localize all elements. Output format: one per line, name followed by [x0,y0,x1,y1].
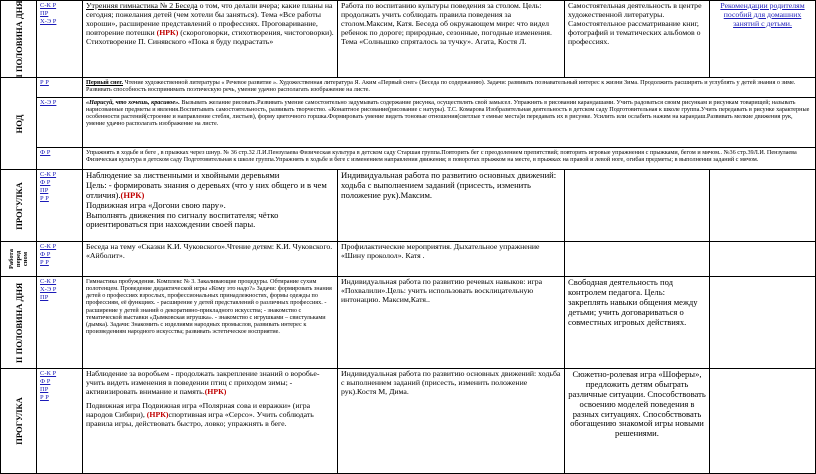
morning-main-activity [83,0,338,78]
code-item: Х-Э Р [40,99,57,106]
walk-2-observation: Наблюдение за воробьем - продолжать закрепление знаний о воробье- учить видеть изменения в поведении птиц с приходом зимы; - активизировать внимание и память. [86,369,320,396]
before-sleep-main-activity [83,242,338,277]
code-item: С-К Р [40,2,57,9]
before-sleep-individual-text: Профилактические мероприятия. Дыхательное упражнение «Шину проколол». Катя . [341,242,540,260]
section-label-morning [0,0,37,78]
codes-nod-1 [37,78,83,98]
walk-1-game: Подвижная игра «Догони свою пару». [86,199,226,210]
code-item: Ф Р [40,149,51,156]
codes-before-sleep [37,242,83,277]
parents-recommendations [710,0,816,78]
code-item: С-К Р [40,370,57,377]
section-label-afternoon-text: II ПОЛОВИНА ДНЯ [13,282,24,363]
code-item: Ф Р [40,251,51,259]
nod-drawing-title: «Нарисуй, что хочешь, красивое». [86,99,180,106]
code-item: С-К Р [40,171,57,178]
afternoon-independent-text: Свободная деятельность под контролем педагога. Цель: закреплять навыки общения между детьми; учить договариваться о совместных игровых действиях. [568,277,698,327]
walk-1-parents-empty [710,170,816,242]
walk-1-observation: Наблюдение за лиственными и хвойными деревьями [86,170,280,180]
nod-drawing-text: Вызывать желание рисовать.Развивать умение самостоятельно задумывать содержание рисунка, осуществлять свой замысел. Упражнять в рисовании карандашами. Учить радоваться своим рисункам и рисункам товарищей; называть нарисованные предметы и явления.Воспитывать самостоятельность, развивать творчество. «Конаптное рисование(рисование с натуры). Т.С. Комарова Изобразительная деятельность в детском саду Подготовительная к школе группа.Учить передавать в рисунке характерные особенности растений(строение и направление стебля, листьев), форму цветочного горшка.Формировать умение видеть тоновые отношения(светлые т емные места)и передавать их в рисунке. Усилить или ослабить нажим на карандаш.Развивать мелкие движения рук, умение удачно располагать изображение на листе. [86,99,810,128]
codes-walk-2 [37,369,83,474]
walk-1-main-activity [83,170,338,242]
nod-speech-text: Чтение художественной литературы « Речевое развитие ». Художественная литература Я. Аким «Первый снег» (Беседа по содержанию). Задачи: развивать познавательный интерес к жизни Зима. Продолжить расширять и углублять у детей знания о зиме. Развивать способность воспринимать поэтическую речь, умение удачно располагать изображение на листе. [86,79,796,94]
afternoon-individual-text: Индивидуальная работа по развитию речевых навыков: игра «Похвалили».Цель: учить использовать восклицательную интонацию. Максим,Катя.. [341,277,543,304]
morning-main-text: о том, что делали вчера; какие планы на сегодня; пожелания детей (чем хотели бы заняться). Тема «Все работы хороши», расширение представлений о профессиях. Проговаривание, повторение потешки [86,1,333,37]
nod-drawing-activity [83,98,816,148]
afternoon-parents-empty [710,277,816,369]
afternoon-individual-work [338,277,565,369]
walk-1-individual-work [338,170,565,242]
afternoon-main-text: Гимнастика пробуждения. Комплекс № 3. Закаливающие процедуры. Обтирание сухим полотенцем. Проведение дидактической игры «Кому это надо?» Задачи: формировать знания детей о профессиях взрослых, профессиональных принадлежностях, формы одежды по профессиям, её функциях. - расширение у детей представлений о различных профессиях. - расширение у детей знаний о декоративно-прикладного искусства; - знакомство с тематической выставки «Дымковская игрушка». - знакомство с игрушками – свистульками (дымка). Задачи: Знакомить с изделиями народных промыслов, развивать интерес к произведениям народного искусства; развивать эстетическое восприятие. [86,278,332,335]
walk-2-individual-work [338,369,565,474]
walk-2-independent-text: Сюжетно-ролевая игра «Шоферы», предложить детям обыграть различные ситуации. Способствовать освоению моделей поведения в разных ситуациях. Способствовать обогащению знакомой игры новыми решениями. [568,369,706,439]
before-sleep-main-text: Беседа на тему «Сказки К.И. Чуковского».Чтение детям: К.И. Чуковского. «Айболит». [86,242,333,260]
walk-1-independent-empty [565,170,710,242]
section-label-morning-text: I ПОЛОВИНА ДНЯ [13,0,24,78]
code-item: Р Р [40,394,49,402]
section-label-walk-2-text: ПРОГУЛКА [13,397,24,445]
walk-1-individual-text: Индивидуальная работа по развитию основных движений: ходьба с выполнением заданий (присесть, изменить положение рук).Максим. [341,170,557,200]
walk-2-sport-game: спортивная игра «Серсо». Учить соблюдать правила игры, действовать быстро, ловко; упражнять в беге. [86,409,314,428]
code-item: Х-Э Р [40,286,57,294]
code-item: ПР [40,294,49,302]
code-item: Ф Р [40,179,51,187]
walk-2-individual-text: Индивидуальная работа по развитию основных движений: ходьба с выполнением заданий (присесть, изменить положение рук).Костя М, Дима. [341,369,561,396]
walk-2-nrk-tag-2: (НРК) [146,409,169,419]
codes-nod-3 [37,148,83,170]
morning-main-text-end: (скороговорки, стихотворения, чистоговорки). Стихотворение П. Синявского «Пока я буду подрастать» [86,27,334,46]
code-item: Р Р [40,259,49,267]
parents-recommendations-text: Рекомендации родителям пособий для домашних занятий с детьми. [720,1,805,28]
nod-physical-activity [83,148,816,170]
walk-1-nrk-tag: (НРК) [120,189,145,200]
codes-afternoon [37,277,83,369]
before-sleep-independent-empty [565,242,710,277]
afternoon-independent-activity [565,277,710,369]
morning-independent-text: Самостоятельная деятельность в центре художественной литературы. Самостоятельное рассматривание книг, фотографий и тематических альбомов о профессиях. [568,1,702,46]
code-item: ПР [40,10,49,18]
walk-1-game-goal: Выполнять движения по сигналу воспитателя; чётко ориентироваться при нахождении своей пары. [86,209,279,230]
afternoon-main-activity [83,277,338,369]
walk-2-game: Подвижная игра Подвижная игра «Полярная сова и евражки» (игра народов Сибири), [86,400,311,419]
walk-2-parents-empty [710,369,816,474]
section-label-walk-1-text: ПРОГУЛКА [13,181,24,230]
code-item: Р Р [40,79,49,86]
walk-1-goal: Цель: - формировать знания о деревьях (что у них общего и в чем отличия). [86,179,327,200]
morning-individual-text: Работа по воспитанию культуры поведения за столом. Цель: продолжать учить соблюдать правила поведения за столом.Максим, Катя. Беседа об окружающем мире: что видел ребенок по дороге; природные, сезонные, погодные изменения. Тема «Солнышко спряталось за тучку». Агата, Костя Л. [341,1,552,46]
morning-nrk-tag: (НРК) [156,27,179,37]
walk-2-main-activity [83,369,338,474]
section-label-afternoon [0,277,37,369]
code-item: ПР [40,386,49,394]
code-item: Ф Р [40,378,51,386]
morning-individual-work [338,0,565,78]
nod-speech-activity [83,78,816,98]
code-item: ПР [40,187,49,195]
code-item: С-К Р [40,243,57,250]
before-sleep-parents-empty [710,242,816,277]
section-label-nod-text: НОД [13,114,24,133]
morning-main-prefix: Утренняя гимнастика № 2 Беседа [86,1,198,10]
nod-speech-title: Первый снег. [86,79,123,86]
section-label-nod [0,78,37,170]
code-item: С-К Р [40,278,57,285]
before-sleep-individual-work [338,242,565,277]
walk-2-independent-activity [565,369,710,474]
nod-physical-text: Упражнять в ходьбе и беге , в прыжках через шнур. № 36 стр.32 Л.И.Пензулаева Физическая культура в детском саду Старшая группа.Повторить бег с преодолением препятствий; повторить игровые упражнения с прыжками, бегом и мячом.. №36 стр.39Л.И. Пензулаева Физическая культура в детском саду Подготовительная к школе группа.Упражнять в ходьбе и беге с изменением направления движения; в поворотах прыжком на месте, в прыжках на правой и левой ноге, огибая предметы; в выполнении заданий с мячом. [86,149,797,164]
code-item: Р Р [40,195,49,203]
codes-morning [37,0,83,78]
section-label-before-sleep-text: Работа перед сном [7,248,28,270]
section-label-walk-1 [0,170,37,242]
section-label-before-sleep [0,242,37,277]
section-label-walk-2 [0,369,37,474]
codes-walk-1 [37,170,83,242]
code-item: Х-Э Р [40,18,57,26]
walk-2-nrk-tag-1: (НРК) [204,386,227,396]
morning-independent-activity [565,0,710,78]
codes-nod-2 [37,98,83,148]
